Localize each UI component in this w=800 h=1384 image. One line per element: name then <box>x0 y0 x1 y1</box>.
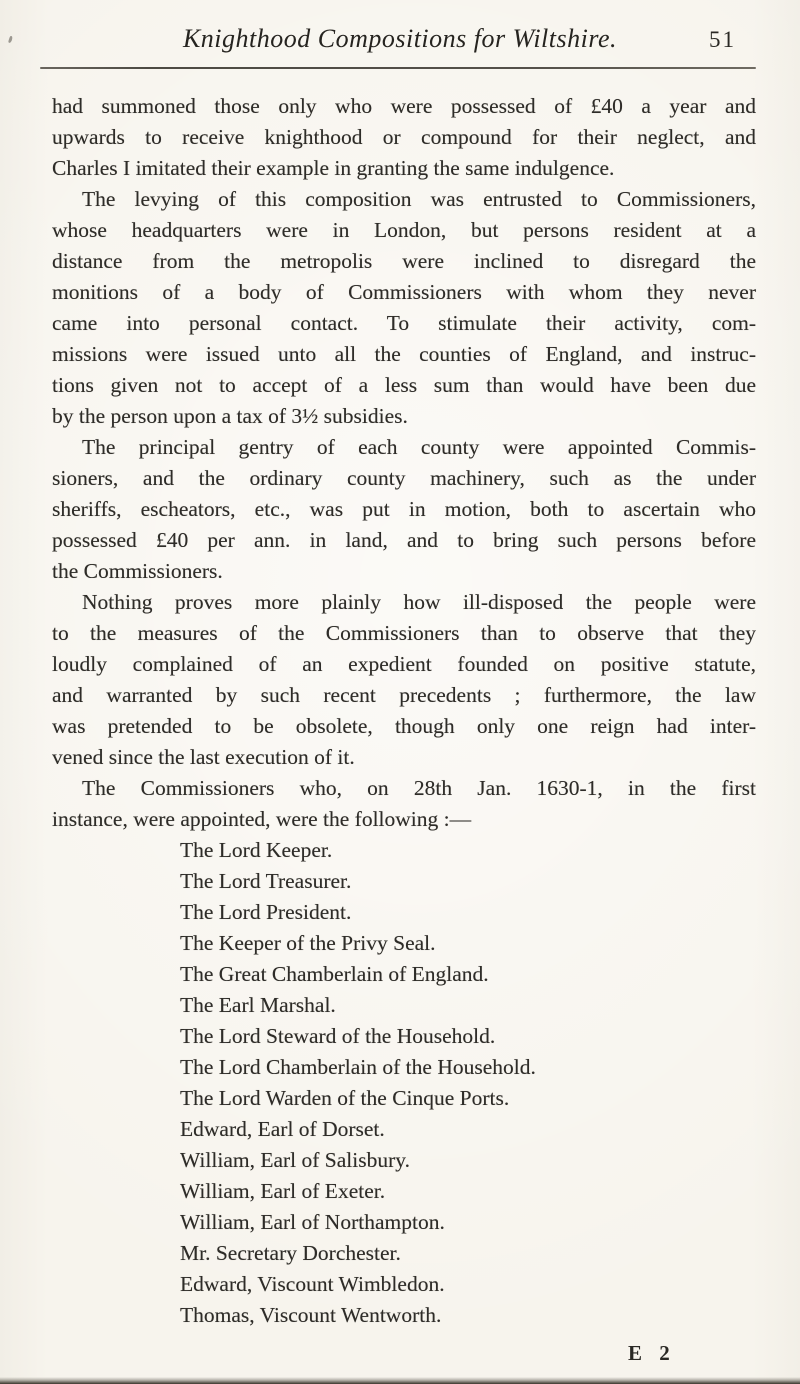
text-line: upwards to receive knighthood or compound for their neglect, and <box>52 125 756 149</box>
list-item: Edward, Viscount Wimbledon. <box>180 1272 445 1296</box>
text-line: vened since the last execution of it. <box>52 745 355 769</box>
running-head-title: Knighthood Compositions for Wiltshire. <box>182 24 618 53</box>
text-line: sheriffs, escheators, etc., was put in motion, both to ascertain who <box>52 497 756 521</box>
text-line: whose headquarters were in London, but persons resident at a <box>52 218 756 242</box>
list-item: The Lord Keeper. <box>180 838 333 862</box>
text-line: The principal gentry of each county were appointed Commis- <box>82 435 756 459</box>
text-line: The levying of this composition was entrusted to Commissioners, <box>82 187 756 211</box>
text-line: by the person upon a tax of 3½ subsidies. <box>52 404 408 428</box>
text-line: monitions of a body of Commissioners with whom they never <box>52 280 756 304</box>
text-line: sioners, and the ordinary county machinery, such as the under <box>52 466 756 490</box>
list-item: The Earl Marshal. <box>180 993 336 1017</box>
list-item: The Lord Warden of the Cinque Ports. <box>180 1086 510 1110</box>
text-line: possessed £40 per ann. in land, and to bring such persons before <box>52 528 756 552</box>
list-item: William, Earl of Northampton. <box>180 1210 445 1234</box>
page-number: 51 <box>709 27 736 52</box>
page-bottom-edge <box>0 1377 800 1384</box>
list-item: The Lord Chamberlain of the Household. <box>180 1055 536 1079</box>
list-item: The Lord Steward of the Household. <box>180 1024 496 1048</box>
paragraph <box>52 91 756 184</box>
commissioners-list <box>52 835 756 1331</box>
list-item: Edward, Earl of Dorset. <box>180 1117 385 1141</box>
paragraph <box>52 184 756 432</box>
body-text <box>52 91 756 1331</box>
signature-mark: E 2 <box>628 1341 676 1365</box>
text-line: to the measures of the Commissioners than to observe that they <box>52 621 756 645</box>
paragraph <box>52 773 756 835</box>
text-line: Nothing proves more plainly how ill-disposed the people were <box>82 590 756 614</box>
text-line: came into personal contact. To stimulate their activity, com- <box>52 311 756 335</box>
list-item: The Lord President. <box>180 900 352 924</box>
list-item: Mr. Secretary Dorchester. <box>180 1241 401 1265</box>
paragraphs-container <box>52 91 756 835</box>
list-item: The Keeper of the Privy Seal. <box>180 931 436 955</box>
list-item: William, Earl of Salisbury. <box>180 1148 411 1172</box>
list-item: Thomas, Viscount Wentworth. <box>180 1303 442 1327</box>
text-line: and warranted by such recent precedents ; furthermore, the law <box>52 683 756 707</box>
text-line: The Commissioners who, on 28th Jan. 1630-1, in the first <box>82 776 756 800</box>
list-item: The Lord Treasurer. <box>180 869 352 893</box>
header-rule <box>40 67 756 69</box>
list-item: William, Earl of Exeter. <box>180 1179 386 1203</box>
paragraph <box>52 587 756 773</box>
text-line: had summoned those only who were possessed of £40 a year and <box>52 94 756 118</box>
paragraph <box>52 432 756 587</box>
text-line: instance, were appointed, were the following :— <box>52 807 472 831</box>
text-line: Charles I imitated their example in granting the same indulgence. <box>52 156 615 180</box>
text-line: loudly complained of an expedient founded on positive statute, <box>52 652 756 676</box>
text-line: the Commissioners. <box>52 559 223 583</box>
list-item: The Great Chamberlain of England. <box>180 962 489 986</box>
text-line: was pretended to be obsolete, though only one reign had inter- <box>52 714 756 738</box>
text-line: tions given not to accept of a less sum than would have been due <box>52 373 756 397</box>
text-line: missions were issued unto all the counties of England, and instruc- <box>52 342 756 366</box>
text-line: distance from the metropolis were inclined to disregard the <box>52 249 756 273</box>
